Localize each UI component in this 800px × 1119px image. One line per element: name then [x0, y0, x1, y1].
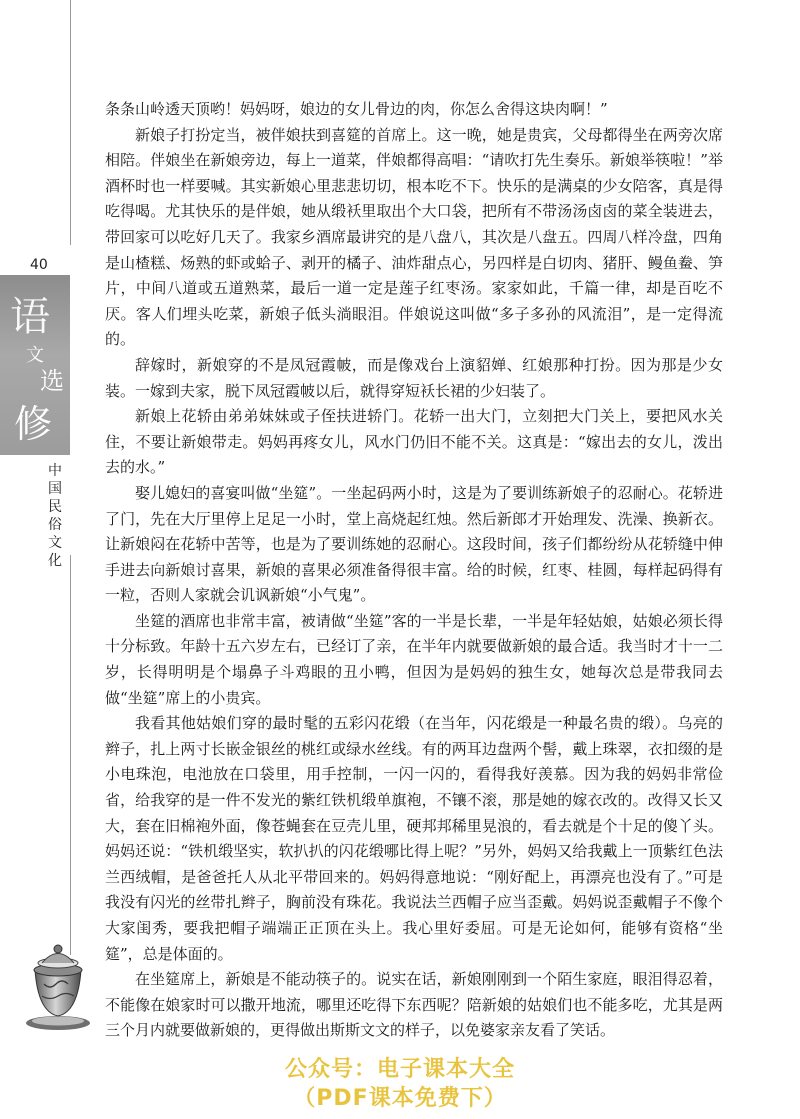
body-text [105, 97, 723, 1044]
paragraph-7: 我看其他姑娘们穿的最时髦的五彩闪花缎（在当年，闪花缎是一种最名贵的缎）。乌亮的辫子，扎上两寸长嵌金银丝的桃红或绿水丝线。有的两耳边盘两个髻，戴上珠翠，衣扣缀的是小电珠泡，电池放在口袋里，用手控制，一闪一闪的，看得我好羡慕。因为我的妈妈非常俭省，给我穿的是一件不发光的紫红铁机缎单旗袍，不镶不滚，那是她的嫁衣改的。改得又长又大，套在旧棉袍外面，像苍蝇套在豆壳儿里，硬邦邦稀里晃浪的，看去就是个十足的傻丫头。妈妈还说：“铁机缎坚实，软扒扒的闪花缎哪比得上呢？”另外，妈妈又给我戴上一顶紫红色法兰西绒帽，是爸爸托人从北平带回来的。妈妈得意地说：“刚好配上，再漂亮也没有了。”可是我没有闪光的丝带扎辫子，胸前没有珠花。我说法兰西帽子应当歪戴。妈妈说歪戴帽子不像个大家闺秀，要我把帽子端端正正顶在头上。我心里好委屈。可是无论如何，能够有资格“坐筵”，总是体面的。 [105, 714, 723, 963]
paragraph-4: 新娘上花轿由弟弟妹妹或子侄扶进轿门。花轿一出大门，立刻把大门关上，要把风水关住，不要让新娘带走。妈妈再疼女儿，风水门仍旧不能不关。这真是：“嫁出去的女儿，泼出去的水。” [105, 407, 723, 477]
paragraph-1: 条条山岭透天顶哟！妈妈呀，娘边的女儿骨边的肉，你怎么舍得这块肉啊！” [105, 100, 608, 118]
paragraph-8: 在坐筵席上，新娘是不能动筷子的。说实在话，新娘刚刚到一个陌生家庭，眼泪得忍着，不能像在娘家时可以撒开地流，哪里还吃得下东西呢？陪新娘的姑娘们也不能多吃，尤其是两三个月内就要做新娘的，更得做出斯斯文文的样子，以免婆家亲友看了笑话。 [105, 970, 723, 1040]
paragraph-2: 新娘子打扮定当，被伴娘扶到喜筵的首席上。这一晚，她是贵宾，父母都得坐在两旁次席相陪。伴娘坐在新娘旁边，每上一道菜，伴娘都得高唱：“请吹打先生奏乐。新娘举筷啦！”举酒杯时也一样要喊。其实新娘心里悲悲切切，根本吃不下。快乐的是满桌的少女陪客，真是得吃得喝。尤其快乐的是伴娘，她从缎袄里取出个大口袋，把所有不带汤汤卤卤的菜全装进去，带回家可以吃好几天了。我家乡酒席最讲究的是八盘八，其次是八盘五。四周八样冷盘，四角是山楂糕、炀熟的虾或蛤子、剥开的橘子、油炸甜点心，另四样是白切肉、猪肝、鳗鱼鲞、笋片，中间八道或五道熟菜，最后一道一定是莲子红枣汤。家家如此，千篇一律，却是百吃不厌。客人们埋头吃菜，新娘子低头淌眼泪。伴娘说这叫做“多子多孙的风流泪”，是一定得流的。 [105, 125, 723, 349]
margin-rule-top [70, 0, 71, 245]
page-number: 40 [30, 257, 48, 273]
side-tab-char-2: 文 [26, 345, 44, 366]
paragraph-6: 坐筵的酒席也非常丰富，被请做“坐筵”客的一半是长辈，一半是年轻姑娘，姑娘必须长得十分标致。年龄十五六岁左右，已经订了亲，在半年内就要做新娘的最合适。我当时才十一二岁，长得明明是个塌鼻子斗鸡眼的丑小鸭，但因为是妈妈的独生女，她每次总是带我同去做“坐筵”席上的小贵宾。 [105, 611, 723, 707]
teacup-icon [22, 940, 94, 1032]
side-tab-char-1: 语 [10, 294, 50, 340]
paragraph-5: 娶儿媳妇的喜宴叫做“坐筵”。一坐起码两小时，这是为了要训练新娘子的忍耐心。花轿进了门，先在大厅里停上足足一小时，堂上高烧起红烛。然后新郎才开始理发、洗澡、换新衣。让新娘闷在花轿中苦等，也是为了要训练她的忍耐心。这段时间，孩子们都纷纷从花轿缝中伸手进去向新娘讨喜果，新娘的喜果必须准备得很丰富。给的时候，红枣、桂圆，每样起码得有一粒，否则人家就会讥讽新娘“小气鬼”。 [105, 483, 723, 605]
margin-rule-bottom [70, 555, 71, 955]
side-tab [0, 275, 70, 455]
side-tab-char-3: 选 [40, 367, 64, 395]
footer-watermark-line-1: 公众号：电子课本大全 [284, 1057, 515, 1082]
side-subtitle: 中国民俗文化 [48, 463, 62, 569]
paragraph-3: 辞嫁时，新娘穿的不是凤冠霞帔，而是像戏台上演貂婵、红娘那种打扮。因为那是少女装。一嫁到夫家，脱下凤冠霞帔以后，就得穿短袄长裙的少妇装了。 [105, 355, 723, 400]
side-tab-char-4: 修 [14, 402, 53, 446]
footer-watermark-line-2: （PDF课本免费下） [293, 1086, 507, 1111]
